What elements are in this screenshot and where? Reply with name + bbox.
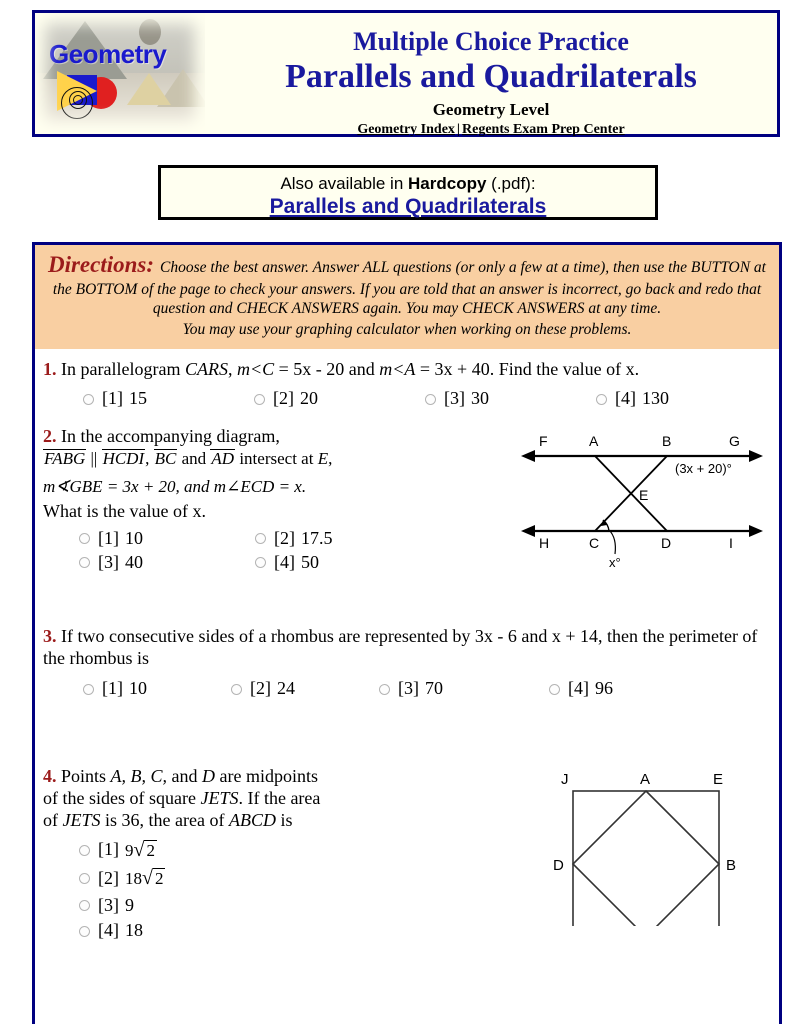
option-label: [4] — [98, 920, 119, 941]
q4-l3v: JETS — [62, 810, 101, 831]
question-1-number: 1. — [43, 358, 57, 379]
directions-box — [35, 245, 779, 349]
option-label: [3] — [98, 551, 119, 572]
option-value: 10 — [129, 678, 147, 699]
option-1-4[interactable] — [596, 388, 767, 410]
question-4-options — [43, 836, 537, 944]
option-4-4[interactable] — [79, 918, 537, 944]
page-header — [32, 10, 780, 137]
square-midpoints-diagram — [537, 766, 767, 926]
option-value: 20 — [300, 388, 318, 409]
question-4-number: 4. — [43, 766, 57, 787]
header-nav-links — [205, 122, 777, 138]
option-label: [3] — [444, 388, 465, 409]
radio-icon[interactable] — [79, 845, 90, 856]
question-2-line3: m∢GBE = 3x + 20, and m∠ECD = x. — [43, 477, 307, 497]
question-2-wrap — [43, 426, 767, 574]
radical-coefficient: 9 — [125, 841, 134, 861]
q1-part3: = 5x - 20 and — [274, 358, 380, 379]
q4-l3b: is 36, the area of — [100, 810, 229, 831]
radio-icon[interactable] — [231, 684, 242, 695]
option-2-4[interactable] — [255, 551, 431, 575]
radio-icon[interactable] — [79, 557, 90, 568]
question-2-figure — [517, 426, 767, 574]
option-4-1[interactable] — [79, 836, 537, 864]
radical-coefficient: 18 — [125, 869, 142, 889]
question-1-options — [43, 388, 767, 410]
option-label: [1] — [102, 388, 123, 409]
option-value: 130 — [642, 388, 669, 409]
question-1 — [35, 349, 779, 411]
figure-label-F: F — [539, 433, 548, 450]
question-3 — [35, 574, 779, 700]
radio-icon[interactable] — [83, 684, 94, 695]
figure-label-G: G — [729, 433, 740, 450]
question-1-body — [61, 359, 639, 379]
option-value: 96 — [595, 678, 613, 699]
content-frame — [32, 242, 782, 1024]
radio-icon[interactable] — [83, 394, 94, 405]
option-label: [1] — [98, 839, 119, 860]
hardcopy-bold: Hardcopy — [408, 174, 487, 193]
radio-icon[interactable] — [79, 926, 90, 937]
question-4-line1 — [43, 766, 537, 788]
link-separator: | — [456, 122, 461, 138]
header-subtitle: Multiple Choice Practice — [353, 27, 629, 56]
figure-label-A: A — [640, 771, 651, 789]
q4-l1a: Points — [61, 766, 111, 787]
link-geometry-index[interactable]: Geometry Index — [357, 122, 455, 138]
question-2-options-row-1 — [79, 527, 517, 551]
directions-label: Directions: — [47, 252, 155, 277]
figure-label-J: J — [561, 771, 569, 789]
figure-label-C: C — [589, 535, 600, 552]
q4-l2a: of the sides of square — [43, 788, 201, 809]
figure-label-H: H — [539, 535, 550, 552]
q4-l1v: A, B, C, — [110, 766, 168, 787]
q4-l2b: . If the area — [238, 788, 321, 809]
option-label: [2] — [98, 867, 119, 888]
figure-label-D: D — [661, 535, 672, 552]
question-3-number: 3. — [43, 626, 57, 647]
question-2 — [35, 410, 779, 574]
q4-l3c: is — [275, 810, 293, 831]
option-label: [4] — [615, 388, 636, 409]
option-value: 50 — [301, 551, 319, 572]
question-3-options — [43, 678, 767, 700]
option-value: 24 — [277, 678, 295, 699]
directions-body: Choose the best answer. Answer ALL questions (or only a few at a time), then use the BUTTON at the BOTTOM of the page to check your answers. If you are told that an answer is incorrect, go back and redo that question and CHECK ANSWERS again. You may CHECK ANSWERS at any time. — [52, 259, 766, 318]
question-2-number: 2. — [43, 426, 57, 447]
radicand: 2 — [146, 841, 155, 861]
option-1-3[interactable] — [425, 388, 596, 410]
figure-angle-top: (3x + 20)° — [675, 461, 732, 477]
option-4-2[interactable] — [79, 864, 537, 892]
question-2-line1 — [43, 426, 517, 448]
option-3-3[interactable] — [379, 678, 549, 700]
option-label: [2] — [273, 388, 294, 409]
figure-label-D: D — [553, 857, 564, 875]
radio-icon[interactable] — [79, 873, 90, 884]
radio-icon[interactable] — [379, 684, 390, 695]
option-3-1[interactable] — [83, 678, 231, 700]
question-1-text — [43, 359, 767, 381]
header-titles — [205, 13, 777, 138]
q1-part1: In parallelogram — [61, 358, 185, 379]
question-4-line2 — [43, 788, 537, 810]
question-4-wrap — [43, 766, 767, 944]
option-label: [1] — [98, 527, 119, 548]
question-4-line3 — [43, 810, 537, 832]
radio-icon[interactable] — [425, 394, 436, 405]
question-list — [35, 349, 779, 944]
q4-l3a: of — [43, 810, 63, 831]
logo-wordmark: Geometry — [49, 39, 167, 69]
question-3-body: If two consecutive sides of a rhombus are represented by 3x - 6 and x + 14, then the perimeter of the rhombus is — [43, 626, 758, 669]
question-4-left — [43, 766, 537, 944]
question-2-line4: What is the value of x. — [43, 500, 206, 521]
figure-label-B: B — [662, 433, 672, 450]
figure-label-B: B — [726, 857, 737, 875]
option-1-2[interactable] — [254, 388, 425, 410]
radio-icon[interactable] — [254, 394, 265, 405]
option-1-1[interactable] — [83, 388, 254, 410]
option-2-1[interactable] — [79, 527, 255, 551]
sqrt-icon: √ — [133, 839, 145, 862]
option-4-3[interactable] — [79, 893, 537, 919]
q1-expr1: m<C — [236, 358, 275, 379]
radio-icon[interactable] — [79, 900, 90, 911]
figure-label-E: E — [713, 771, 724, 789]
radio-icon[interactable] — [549, 684, 560, 695]
option-3-2[interactable] — [231, 678, 379, 700]
header-level: Geometry Level — [432, 100, 550, 120]
question-4 — [35, 700, 779, 944]
option-label: [3] — [98, 894, 119, 915]
hardcopy-box — [158, 165, 658, 220]
link-regents-exam-prep-center[interactable]: Regents Exam Prep Center — [462, 122, 625, 138]
logo-vignette — [35, 13, 205, 132]
point-e: E — [317, 449, 329, 469]
figure-label-E: E — [639, 487, 649, 504]
segment-fabg: FABG — [44, 449, 86, 469]
question-3-text — [43, 626, 767, 670]
radio-icon[interactable] — [255, 533, 266, 544]
q1-part2: , — [227, 358, 237, 379]
geometry-logo — [35, 13, 205, 132]
option-2-2[interactable] — [255, 527, 431, 551]
question-4-figure — [537, 766, 767, 944]
radio-icon[interactable] — [79, 533, 90, 544]
option-value: 9 — [125, 894, 134, 915]
option-value: 18 — [125, 920, 143, 941]
q1-part4: = 3x + 40. Find the value of x. — [415, 358, 640, 379]
option-label: [3] — [398, 678, 419, 699]
parallel-symbol: || — [86, 449, 102, 469]
option-value: 70 — [425, 678, 443, 699]
hardcopy-prefix: Also available in — [280, 174, 409, 193]
page-title: Parallels and Quadrilaterals — [285, 58, 697, 96]
directions-last-line: You may use your graphing calculator when working on these problems. — [182, 321, 632, 338]
figure-angle-bottom: x° — [609, 555, 621, 571]
q4-l1b: and — [167, 766, 203, 787]
and-word: and — [177, 449, 211, 469]
option-label: [4] — [568, 678, 589, 699]
segment-hcdi: HCDI — [102, 449, 145, 469]
question-2-line2 — [43, 449, 517, 470]
figure-label-A: A — [589, 433, 599, 450]
question-2-body: In the accompanying diagram, — [61, 426, 280, 447]
hardcopy-pdf-link[interactable]: Parallels and Quadrilaterals — [269, 195, 547, 218]
sqrt-icon: √ — [142, 867, 153, 890]
option-label: [4] — [274, 551, 295, 572]
figure-label-I: I — [729, 535, 733, 552]
comma-2: , — [328, 449, 333, 469]
option-value: 40 — [125, 551, 143, 572]
option-value: 15 — [129, 388, 147, 409]
hardcopy-text — [161, 174, 655, 194]
option-value: 30 — [471, 388, 489, 409]
q1-expr2: m<A — [379, 358, 416, 379]
question-2-options-row-2 — [79, 551, 517, 575]
option-value — [125, 864, 165, 892]
option-value: 17.5 — [301, 527, 333, 548]
question-2-left — [43, 426, 517, 574]
radio-icon[interactable] — [255, 557, 266, 568]
option-3-4[interactable] — [549, 678, 697, 700]
segment-bc: BC — [154, 449, 177, 469]
hardcopy-suffix: (.pdf): — [486, 174, 536, 193]
transversal-diagram — [517, 426, 767, 571]
option-label: [1] — [102, 678, 123, 699]
q4-l1c: are midpoints — [215, 766, 319, 787]
question-2-options — [43, 527, 517, 575]
comma-1: , — [145, 449, 154, 469]
segment-ad: AD — [211, 449, 235, 469]
radicand: 2 — [154, 869, 164, 889]
intersect-word: intersect at — [235, 449, 318, 469]
option-2-3[interactable] — [79, 551, 255, 575]
option-label: [2] — [274, 527, 295, 548]
option-label: [2] — [250, 678, 271, 699]
option-value: 10 — [125, 527, 143, 548]
q4-l2v: JETS — [200, 788, 239, 809]
q4-l1v2: D — [202, 766, 216, 787]
q4-l3v2: ABCD — [228, 810, 276, 831]
option-value — [125, 836, 157, 864]
q1-var1: CARS — [184, 358, 228, 379]
radio-icon[interactable] — [596, 394, 607, 405]
